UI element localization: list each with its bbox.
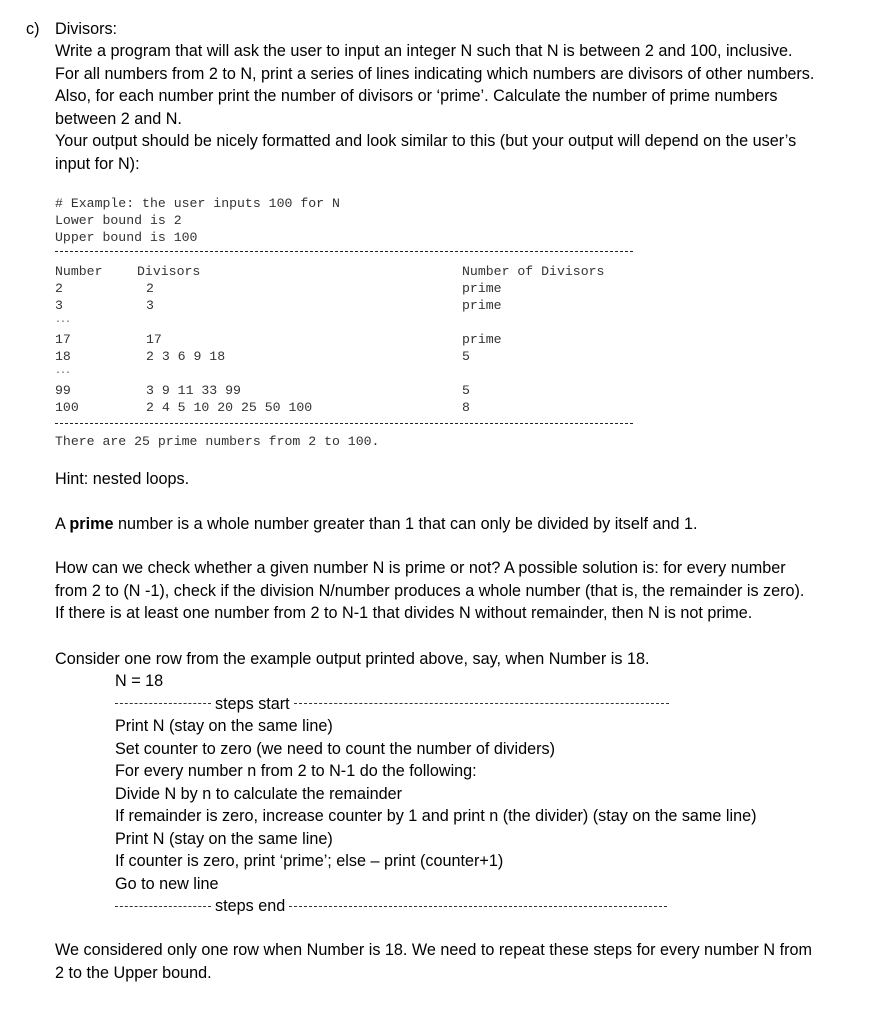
row-divisors: 17 (146, 332, 162, 347)
section-title: Divisors: (55, 20, 118, 38)
step-line: Print N (stay on the same line) (115, 717, 333, 735)
consider-text: Consider one row from the example output printed above, say, when Number is 18. (55, 650, 650, 668)
example-comment: # Example: the user inputs 100 for N (55, 196, 340, 211)
text-line: If there is at least one number from 2 to N-1 that divides N without remainder, then N is not prime. (55, 604, 753, 622)
steps-start-label: steps start (215, 694, 290, 713)
dash-line (115, 703, 211, 704)
prime-def-after: number is a whole number greater than 1 that can only be divided by itself and 1. (113, 515, 698, 533)
text-line: How can we check whether a given number N is prime or not? A possible solution is: for every number (55, 559, 786, 577)
row-count: prime (462, 332, 502, 347)
steps-start-rule (115, 693, 855, 716)
dash-line (289, 906, 667, 907)
section-marker: c) (26, 20, 40, 38)
steps-block (115, 670, 855, 918)
steps-end-rule (115, 895, 855, 918)
dash-line (115, 906, 211, 907)
row-count: 5 (462, 383, 470, 398)
n-value: N = 18 (115, 672, 164, 690)
header-number: Number (55, 264, 103, 279)
step-line: Divide N by n to calculate the remainder (115, 784, 403, 803)
prime-check-paragraph (55, 557, 865, 625)
text-line: between 2 and N. (55, 109, 182, 128)
row-number: 100 (55, 400, 79, 415)
prime-def-before: A (55, 515, 70, 533)
row-divisors: 2 3 6 9 18 (146, 349, 226, 364)
text-line: from 2 to (N -1), check if the division N/number produces a whole number (that is, the remainder is zero). (55, 581, 805, 600)
row-divisors: 2 4 5 10 20 25 50 100 (146, 400, 313, 415)
text-line: 2 to the Upper bound. (55, 963, 212, 982)
ellipsis: ... (55, 315, 71, 326)
step-line: Set counter to zero (we need to count the number of dividers) (115, 739, 556, 758)
text-line: input for N): (55, 154, 140, 173)
closing-paragraph (55, 939, 865, 984)
row-count: prime (462, 281, 502, 296)
text-line: Also, for each number print the number of divisors or ‘prime’. Calculate the number of prime numbers (55, 87, 778, 105)
text-line: We considered only one row when Number is 18. We need to repeat these steps for every number N from (55, 941, 812, 959)
prime-count-summary: There are 25 prime numbers from 2 to 100. (55, 434, 380, 449)
row-number: 99 (55, 383, 71, 398)
row-count: 5 (462, 349, 470, 364)
row-count: prime (462, 298, 502, 313)
dash-line (294, 703, 669, 704)
header-divisors: Divisors (137, 264, 201, 279)
row-count: 8 (462, 400, 470, 415)
intro-paragraph (55, 40, 865, 175)
upper-bound-line: Upper bound is 100 (55, 230, 198, 245)
prime-definition (55, 513, 865, 536)
text-line: Write a program that will ask the user to input an integer N such that N is between 2 and 100, inclusive. (55, 42, 793, 60)
row-number: 17 (55, 332, 71, 347)
text-line: Your output should be nicely formatted and look similar to this (but your output will depend on the user’s (55, 132, 797, 150)
step-line: For every number n from 2 to N-1 do the following: (115, 762, 477, 780)
row-divisors: 2 (146, 281, 154, 296)
step-line: Print N (stay on the same line) (115, 829, 333, 848)
row-number: 2 (55, 281, 63, 296)
step-line: If counter is zero, print ‘prime’; else – print (counter+1) (115, 852, 504, 870)
prime-def-bold: prime (69, 515, 114, 533)
step-line: Go to new line (115, 874, 219, 893)
step-line: If remainder is zero, increase counter by 1 and print n (the divider) (stay on the same line) (115, 807, 757, 825)
text-line: For all numbers from 2 to N, print a series of lines indicating which numbers are divisors of other numbers. (55, 64, 815, 83)
top-divider (55, 251, 633, 252)
steps-end-label: steps end (215, 897, 286, 915)
hint-text: Hint: nested loops. (55, 470, 190, 488)
section-heading (26, 18, 117, 41)
row-divisors: 3 (146, 298, 154, 313)
lower-bound-line: Lower bound is 2 (55, 213, 182, 228)
ellipsis: ... (55, 366, 71, 377)
bottom-divider (55, 423, 633, 424)
header-count: Number of Divisors (462, 264, 605, 279)
row-number: 3 (55, 298, 63, 313)
row-divisors: 3 9 11 33 99 (146, 383, 241, 398)
row-number: 18 (55, 349, 71, 364)
